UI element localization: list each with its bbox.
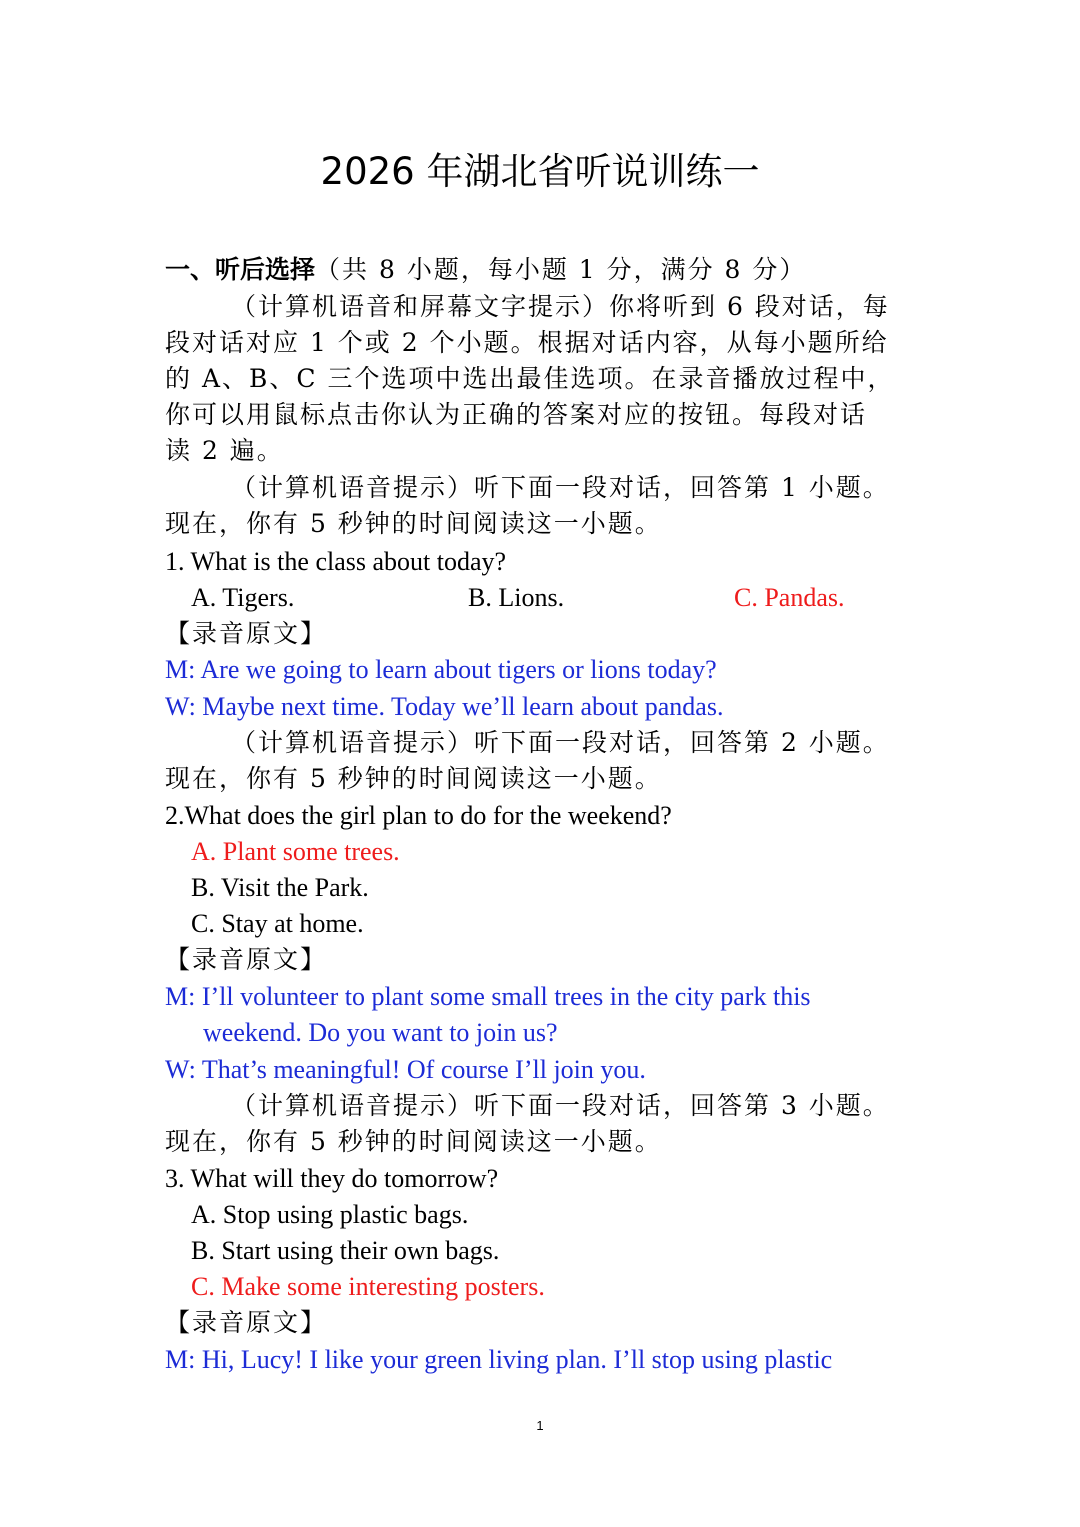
q1-option-b[interactable]: B. Lions. (468, 583, 565, 612)
q2-option-c[interactable]: C. Stay at home. (191, 909, 364, 938)
q1-option-a[interactable]: A. Tigers. (191, 583, 295, 612)
q2-transcript-label: 【录音原文】 (165, 945, 328, 974)
section-heading: 一、听后选择 (165, 255, 316, 284)
section-heading-line (165, 252, 806, 288)
q1-prompt-line-1: （计算机语音提示）听下面一段对话，回答第 1 小题。 (231, 473, 890, 502)
instruction-line-5: 读 2 遍。 (165, 436, 284, 465)
q1-transcript-label: 【录音原文】 (165, 619, 328, 648)
section-note: （共 8 小题，每小题 1 分，满分 8 分） (315, 255, 807, 284)
q3-prompt-line-2: 现在，你有 5 秒钟的时间阅读这一小题。 (165, 1127, 662, 1156)
q3-prompt-line-1: （计算机语音提示）听下面一段对话，回答第 3 小题。 (231, 1091, 890, 1120)
q1-option-c-answer[interactable]: C. Pandas. (734, 583, 845, 612)
q2-option-a-answer[interactable]: A. Plant some trees. (191, 837, 400, 866)
q2-transcript-line-2: weekend. Do you want to join us? (203, 1018, 558, 1047)
q3-question: 3. What will they do tomorrow? (165, 1164, 499, 1193)
q3-transcript-label: 【录音原文】 (165, 1308, 328, 1337)
instruction-line-1: （计算机语音和屏幕文字提示）你将听到 6 段对话，每 (231, 292, 890, 321)
q2-option-b[interactable]: B. Visit the Park. (191, 873, 369, 902)
q3-transcript-line-1: M: Hi, Lucy! I like your green living plan. I’ll stop using plastic (165, 1345, 833, 1374)
instruction-line-3: 的 A、B、C 三个选项中选出最佳选项。在录音播放过程中， (165, 364, 895, 393)
q3-option-a[interactable]: A. Stop using plastic bags. (191, 1200, 469, 1229)
page-title: 2026 年湖北省听说训练一 (320, 150, 760, 193)
q1-transcript-line-2: W: Maybe next time. Today we’ll learn about pandas. (165, 692, 724, 721)
q2-transcript-line-3: W: That’s meaningful! Of course I’ll join you. (165, 1055, 646, 1084)
q2-question: 2.What does the girl plan to do for the weekend? (165, 801, 672, 830)
q1-options-row (0, 580, 1080, 616)
q1-prompt-line-2: 现在，你有 5 秒钟的时间阅读这一小题。 (165, 509, 662, 538)
instruction-line-2: 段对话对应 1 个或 2 个小题。根据对话内容，从每小题所给 (165, 328, 889, 357)
q1-transcript-line-1: M: Are we going to learn about tigers or lions today? (165, 655, 717, 684)
instruction-line-4: 你可以用鼠标点击你认为正确的答案对应的按钮。每段对话 (165, 400, 868, 429)
q1-question: 1. What is the class about today? (165, 547, 507, 576)
q2-prompt-line-2: 现在，你有 5 秒钟的时间阅读这一小题。 (165, 764, 662, 793)
q2-transcript-line-1: M: I’ll volunteer to plant some small trees in the city park this (165, 982, 811, 1011)
page-number: 1 (536, 1418, 544, 1433)
q3-option-c-answer[interactable]: C. Make some interesting posters. (191, 1272, 545, 1301)
q2-prompt-line-1: （计算机语音提示）听下面一段对话，回答第 2 小题。 (231, 728, 890, 757)
q3-option-b[interactable]: B. Start using their own bags. (191, 1236, 500, 1265)
